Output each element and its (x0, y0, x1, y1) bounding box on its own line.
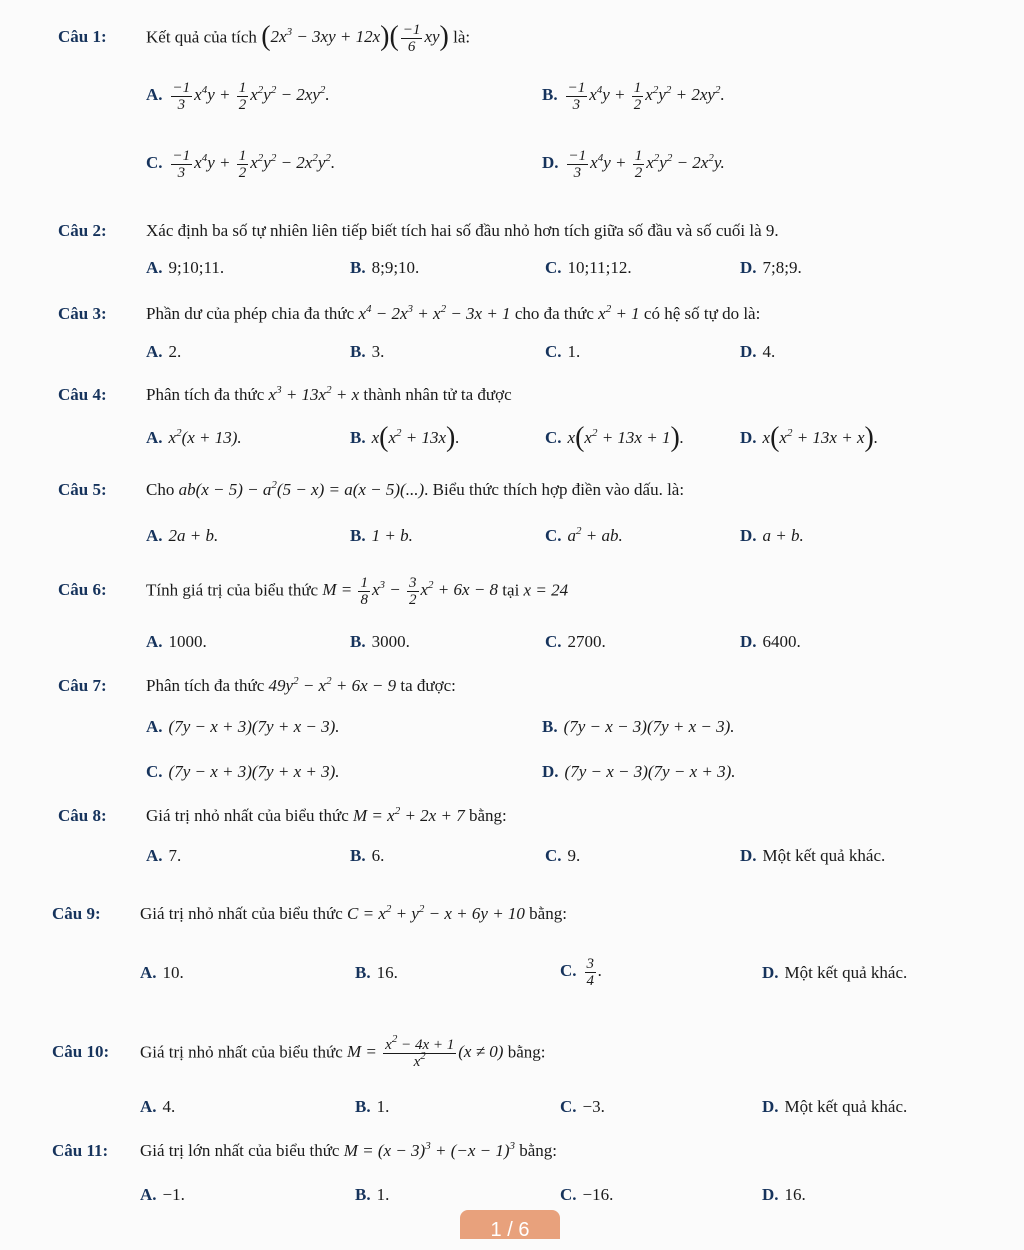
q8-option-a[interactable] (146, 845, 181, 867)
option-label: B. (355, 1097, 371, 1116)
option-text: −3. (582, 1097, 605, 1116)
question-number: Câu 8: (58, 806, 107, 825)
q1-option-a[interactable]: A. $\frac{-1}{3}$ $x^4y$ + $\frac{1}{2}$ $x^2y^2 - 2xy^2$. (146, 80, 330, 113)
question-8-stem (58, 805, 507, 827)
question-number: Câu 10: (52, 1042, 110, 1062)
option-label: B. (350, 342, 366, 361)
question-7-stem (58, 675, 456, 697)
option-label: B. (350, 428, 366, 447)
q6-math2: x = 24 (523, 580, 569, 600)
q1-math: $(2x^3 - 3xy + 12x)$( $\frac{-1}{6}$ xy) (261, 21, 449, 55)
question-4-stem (58, 384, 512, 406)
q7-math: $49y^2 - x^2 + 6x - 9$ (268, 675, 397, 695)
option-label: A. (146, 846, 163, 865)
question-5-stem (58, 479, 684, 501)
question-number: Câu 3: (58, 304, 107, 323)
option-label: B. (542, 717, 558, 736)
option-label: C. (545, 632, 562, 651)
q5-option-d[interactable]: D. a + b. (740, 526, 804, 545)
option-text: 9. (567, 846, 581, 865)
q2-option-c[interactable] (545, 257, 632, 279)
q10-option-d[interactable] (762, 1096, 907, 1118)
option-label: D. (740, 846, 757, 865)
option-text: 4. (762, 342, 776, 361)
option-label: D. (762, 1185, 779, 1204)
question-11-stem (52, 1140, 557, 1162)
q8-option-c[interactable] (545, 845, 580, 867)
option-label: C. (560, 1185, 577, 1204)
question-10-stem (52, 1033, 546, 1070)
option-label: D. (740, 632, 757, 651)
option-label: C. (146, 153, 163, 173)
option-text: 9;10;11. (168, 258, 225, 277)
option-text: 7. (168, 846, 182, 865)
option-label: C. (545, 342, 562, 361)
stem-end: bằng: (529, 904, 567, 923)
stem-text: Phân tích đa thức (146, 676, 265, 695)
option-label: B. (355, 963, 371, 982)
stem-text: Tính giá trị của biểu thức (146, 580, 319, 600)
q2-option-d[interactable] (740, 257, 802, 279)
q3-option-a[interactable] (146, 341, 181, 363)
q7-option-a[interactable]: A. (7y − x + 3)(7y + x − 3). (146, 717, 340, 736)
q3-math2: $x^2 + 1$ (598, 303, 640, 323)
question-number: Câu 4: (58, 385, 107, 404)
option-label: A. (140, 1097, 157, 1116)
page-indicator: 1 / 6 (460, 1210, 560, 1239)
q5-option-b[interactable]: B. 1 + b. (350, 526, 413, 545)
q6-math: M = $\frac{1}{8}$ $x^3$ − $\frac{3}{2}$ $x^2 + 6x - 8$ (322, 575, 499, 608)
option-label: A. (146, 342, 163, 361)
option-label: A. (140, 1185, 157, 1204)
q4-option-a[interactable]: A. $x^2(x + 13)$. (146, 427, 242, 447)
option-label: C. (545, 428, 562, 447)
option-label: A. (146, 428, 163, 447)
question-number: Câu 6: (58, 580, 107, 600)
stem-mid: tại (502, 580, 520, 600)
q5-option-c[interactable]: C. $a^2$ + ab. (545, 525, 623, 545)
option-text: 8;9;10. (371, 258, 420, 277)
q10-option-c[interactable] (560, 1096, 605, 1118)
option-text: 10. (162, 963, 184, 982)
question-1-stem (58, 22, 470, 55)
question-number: Câu 5: (58, 480, 107, 499)
option-label: D. (740, 428, 757, 447)
option-text: 3000. (371, 632, 410, 651)
option-label: C. (545, 846, 562, 865)
stem-text: Giá trị nhỏ nhất của biểu thức (140, 1042, 343, 1062)
q8-math: $M = x^2 + 2x + 7$ (353, 805, 465, 825)
q6-option-a[interactable] (146, 631, 207, 653)
question-6-stem (58, 575, 568, 608)
question-number: Câu 2: (58, 221, 107, 240)
option-label: A. (140, 963, 157, 982)
stem-mid: cho đa thức (514, 304, 594, 323)
option-label: C. (146, 762, 163, 781)
option-label: B. (542, 85, 558, 105)
option-text: 6. (371, 846, 385, 865)
stem-end: bằng: (519, 1141, 558, 1160)
q8-option-b[interactable] (350, 845, 384, 867)
q10-math: M = $\frac{x^2 - 4x + 1}{x^2}$ (x ≠ 0) (347, 1033, 504, 1070)
q9-option-a[interactable] (140, 962, 184, 984)
option-text: 6400. (762, 632, 801, 651)
option-text: Một kết quả khác. (762, 846, 886, 865)
option-label: A. (146, 258, 163, 277)
question-number: Câu 7: (58, 676, 107, 695)
option-label: A. (146, 632, 163, 651)
q2-option-a[interactable] (146, 257, 224, 279)
stem-text: Giá trị nhỏ nhất của biểu thức (146, 806, 349, 825)
option-label: D. (762, 963, 779, 982)
q1-option-c[interactable]: C. $\frac{-1}{3}$ $x^4y$ + $\frac{1}{2}$ $x^2y^2 - 2x^2y^2$. (146, 148, 336, 181)
stem-end: có hệ số tự do là: (643, 304, 761, 323)
option-label: C. (545, 526, 562, 545)
option-text: −1. (162, 1185, 185, 1204)
stem-text: Phân tích đa thức (146, 385, 265, 404)
stem-end: ta được: (400, 676, 456, 695)
option-label: D. (740, 342, 757, 361)
stem-end: . Biểu thức thích hợp điền vào dấu. là: (424, 480, 685, 499)
q11-option-a[interactable] (140, 1184, 185, 1206)
q7-option-b[interactable]: B. (7y − x − 3)(7y + x − 3). (542, 717, 735, 736)
q1-option-b[interactable]: B. $\frac{-1}{3}$ $x^4y$ + $\frac{1}{2}$ $x^2y^2 + 2xy^2$. (542, 80, 725, 113)
q3-option-d[interactable] (740, 341, 775, 363)
option-text: Một kết quả khác. (784, 963, 908, 982)
q6-option-d[interactable] (740, 631, 801, 653)
q5-option-a[interactable]: A. 2a + b. (146, 526, 219, 545)
question-number: Câu 1: (58, 27, 107, 47)
q7-option-c[interactable]: C. (7y − x + 3)(7y + x + 3). (146, 762, 340, 781)
option-label: D. (762, 1097, 779, 1116)
q9-option-b[interactable] (355, 962, 398, 984)
option-text: 16. (784, 1185, 806, 1204)
option-label: D. (542, 762, 559, 781)
stem-text: Xác định ba số tự nhiên liên tiếp biết tích hai số đầu nhỏ hơn tích giữa số đầu và số cuối là 9. (146, 221, 779, 240)
question-2-stem (58, 220, 779, 242)
option-text: 1. (567, 342, 581, 361)
q4-option-b[interactable]: B. $x(x^2 + 13x)$. (350, 422, 460, 453)
q9-math: $C = x^2 + y^2 - x + 6y + 10$ (347, 903, 525, 923)
q6-option-c[interactable] (545, 631, 606, 653)
option-label: B. (350, 526, 366, 545)
question-number: Câu 11: (52, 1141, 109, 1160)
q8-option-d[interactable] (740, 845, 885, 867)
option-text: 7;8;9. (762, 258, 802, 277)
option-text: 2. (168, 342, 182, 361)
option-label: C. (545, 258, 562, 277)
option-label: D. (542, 153, 559, 173)
stem-end: bằng: (507, 1042, 546, 1062)
q6-option-b[interactable] (350, 631, 410, 653)
q3-math: $x^4 - 2x^3 + x^2 - 3x + 1$ (358, 303, 511, 323)
option-label: C. (560, 961, 577, 981)
stem-text: Kết quả của tích (146, 27, 257, 47)
option-text: 1. (376, 1097, 390, 1116)
q11-option-c[interactable] (560, 1184, 613, 1206)
q11-math: $M = (x - 3)^3 + (-x - 1)^3$ (343, 1140, 516, 1160)
q4-math: $x^3 + 13x^2 + x$ (268, 384, 360, 404)
stem-end: bằng: (468, 806, 507, 825)
option-label: A. (146, 717, 163, 736)
option-label: B. (350, 632, 366, 651)
stem-text: Giá trị nhỏ nhất của biểu thức (140, 904, 343, 923)
q1-option-d[interactable]: D. $\frac{-1}{3}$ $x^4y$ + $\frac{1}{2}$ $x^2y^2 - 2x^2y$. (542, 148, 725, 181)
q4-option-d[interactable]: D. $x(x^2 + 13x + x)$. (740, 422, 879, 453)
q11-option-b[interactable] (355, 1184, 389, 1206)
option-text: 10;11;12. (567, 258, 632, 277)
option-text: 1. (376, 1185, 390, 1204)
question-number: Câu 9: (52, 904, 101, 923)
question-9-stem (52, 903, 567, 925)
option-text: 4. (162, 1097, 176, 1116)
option-text: 16. (376, 963, 398, 982)
question-3-stem (58, 303, 760, 325)
q7-option-d[interactable]: D. (7y − x − 3)(7y − x + 3). (542, 762, 736, 781)
option-label: D. (740, 258, 757, 277)
stem-end: thành nhân tử ta được (363, 385, 512, 404)
option-text: 2700. (567, 632, 606, 651)
option-text: −16. (582, 1185, 614, 1204)
q2-option-b[interactable] (350, 257, 419, 279)
option-label: B. (350, 846, 366, 865)
q9-option-d[interactable] (762, 962, 907, 984)
option-label: A. (146, 526, 163, 545)
q10-option-b[interactable] (355, 1096, 389, 1118)
q10-option-a[interactable] (140, 1096, 175, 1118)
option-label: A. (146, 85, 163, 105)
option-label: C. (560, 1097, 577, 1116)
option-text: 3. (371, 342, 385, 361)
q3-option-b[interactable] (350, 341, 384, 363)
stem-end: là: (453, 27, 471, 47)
stem-text: Giá trị lớn nhất của biểu thức (140, 1141, 340, 1160)
q9-option-c[interactable]: C. $\frac{3}{4}$ . (560, 956, 603, 989)
q3-option-c[interactable] (545, 341, 580, 363)
stem-text: Phần dư của phép chia đa thức (146, 304, 355, 323)
option-label: B. (355, 1185, 371, 1204)
option-label: B. (350, 258, 366, 277)
q4-option-c[interactable]: C. $x(x^2 + 13x + 1)$. (545, 422, 685, 453)
option-text: Một kết quả khác. (784, 1097, 908, 1116)
option-text: 1000. (168, 632, 207, 651)
stem-text: Cho (146, 480, 175, 499)
option-label: D. (740, 526, 757, 545)
q5-math: $ab(x - 5) - a^2(5 - x) = a(x - 5)(...)$ (178, 479, 425, 499)
q11-option-d[interactable] (762, 1184, 806, 1206)
